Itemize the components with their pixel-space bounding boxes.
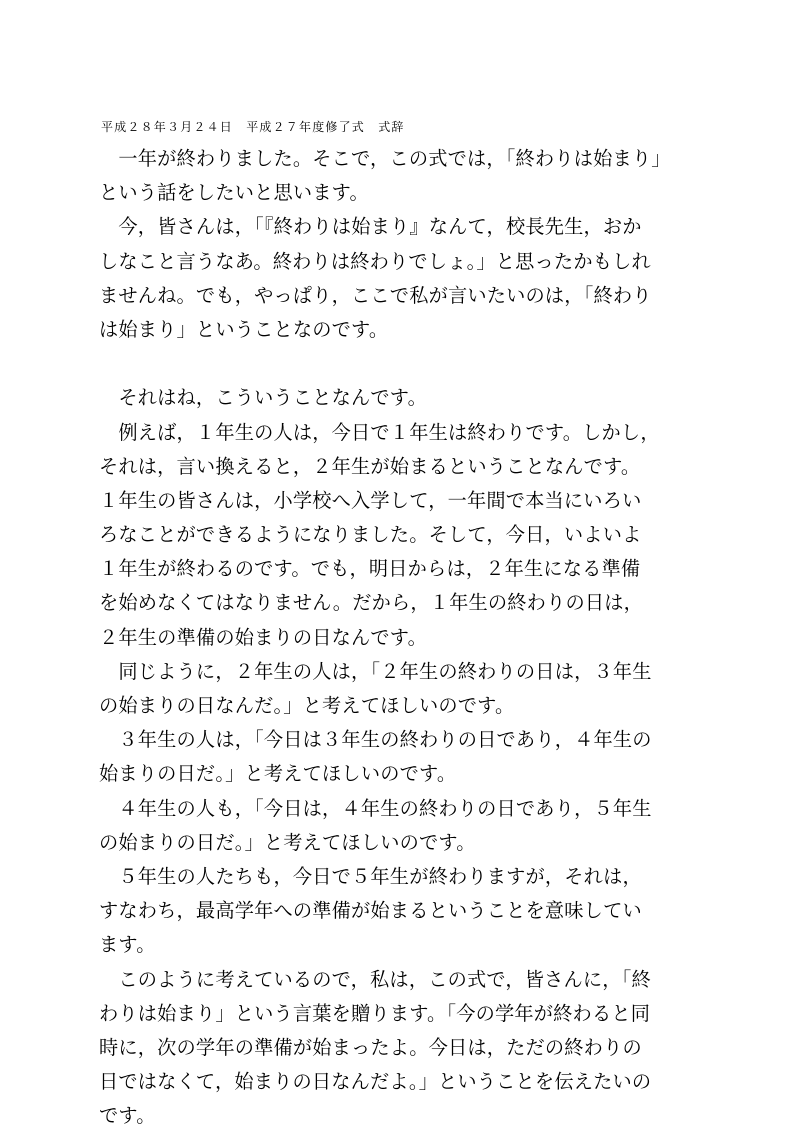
- text-line: このように考えているので，私は，この式で，皆さんに，「終: [99, 967, 651, 991]
- text-line: 例えば，１年生の人は，今日で１年生は終わりです。しかし，: [99, 420, 660, 444]
- text-line: ろなことができるようになりました。そして，今日，いよいよ: [99, 523, 642, 547]
- blank-line: [99, 347, 719, 381]
- text-line: は始まり」ということなのです。: [99, 317, 389, 341]
- text-line: それはね，こういうことなんです。: [99, 386, 428, 410]
- text-line: の始まりの日だ。」と考えてほしいのです。: [99, 830, 476, 854]
- text-line: しなこと言うなあ。終わりは終わりでしょ。」と思ったかもしれ: [99, 249, 651, 273]
- text-line: ます。: [99, 933, 156, 957]
- document-heading: 平成２８年３月２４日 平成２７年度修了式 式辞: [101, 120, 405, 134]
- text-line: を始めなくてはなりません。だから，１年生の終わりの日は，: [99, 591, 644, 615]
- text-line: 時に，次の学年の準備が始まったよ。今日は，ただの終わりの: [99, 1035, 642, 1059]
- text-line: それは，言い換えると，２年生が始まるということなんです。: [99, 454, 641, 478]
- text-line: の始まりの日なんだ。」と考えてほしいのです。: [99, 694, 515, 717]
- text-line: という話をしたいと思います。: [99, 181, 369, 205]
- text-line: 日ではなくて，始まりの日なんだよ。」ということを伝えたいの: [99, 1070, 652, 1094]
- text-line: ませんね。でも，やっぱり，ここで私が言いたいのは，「終わり: [99, 283, 652, 307]
- text-line: １年生が終わるのです。でも，明日からは，２年生になる準備: [99, 557, 641, 581]
- text-line: わりは始まり」という言葉を贈ります。「今の学年が終わると同: [99, 1001, 651, 1025]
- speech-body: [99, 142, 719, 1133]
- text-line: です。: [99, 1104, 156, 1128]
- text-line: 一年が終わりました。そこで，この式では，「終わりは始まり」: [99, 147, 671, 170]
- text-line: ２年生の準備の始まりの日なんです。: [99, 625, 428, 649]
- text-line: １年生の皆さんは，小学校へ入学して，一年間で本当にいろい: [99, 488, 642, 512]
- text-line: 今，皆さんは，「『終わりは始まり』なんて，校長先生，おか: [99, 215, 642, 239]
- text-line: ５年生の人たちも，今日で５年生が終わりますが，それは，: [99, 864, 642, 888]
- text-line: ３年生の人は，「今日は３年生の終わりの日であり，４年生の: [99, 728, 652, 752]
- text-line: 始まりの日だ。」と考えてほしいのです。: [99, 762, 457, 786]
- text-line: すなわち，最高学年への準備が始まるということを意味してい: [99, 899, 642, 923]
- text-line: 同じように，２年生の人は，「２年生の終わりの日は，３年生: [99, 659, 652, 683]
- text-line: ４年生の人も，「今日は，４年生の終わりの日であり，５年生: [99, 796, 652, 820]
